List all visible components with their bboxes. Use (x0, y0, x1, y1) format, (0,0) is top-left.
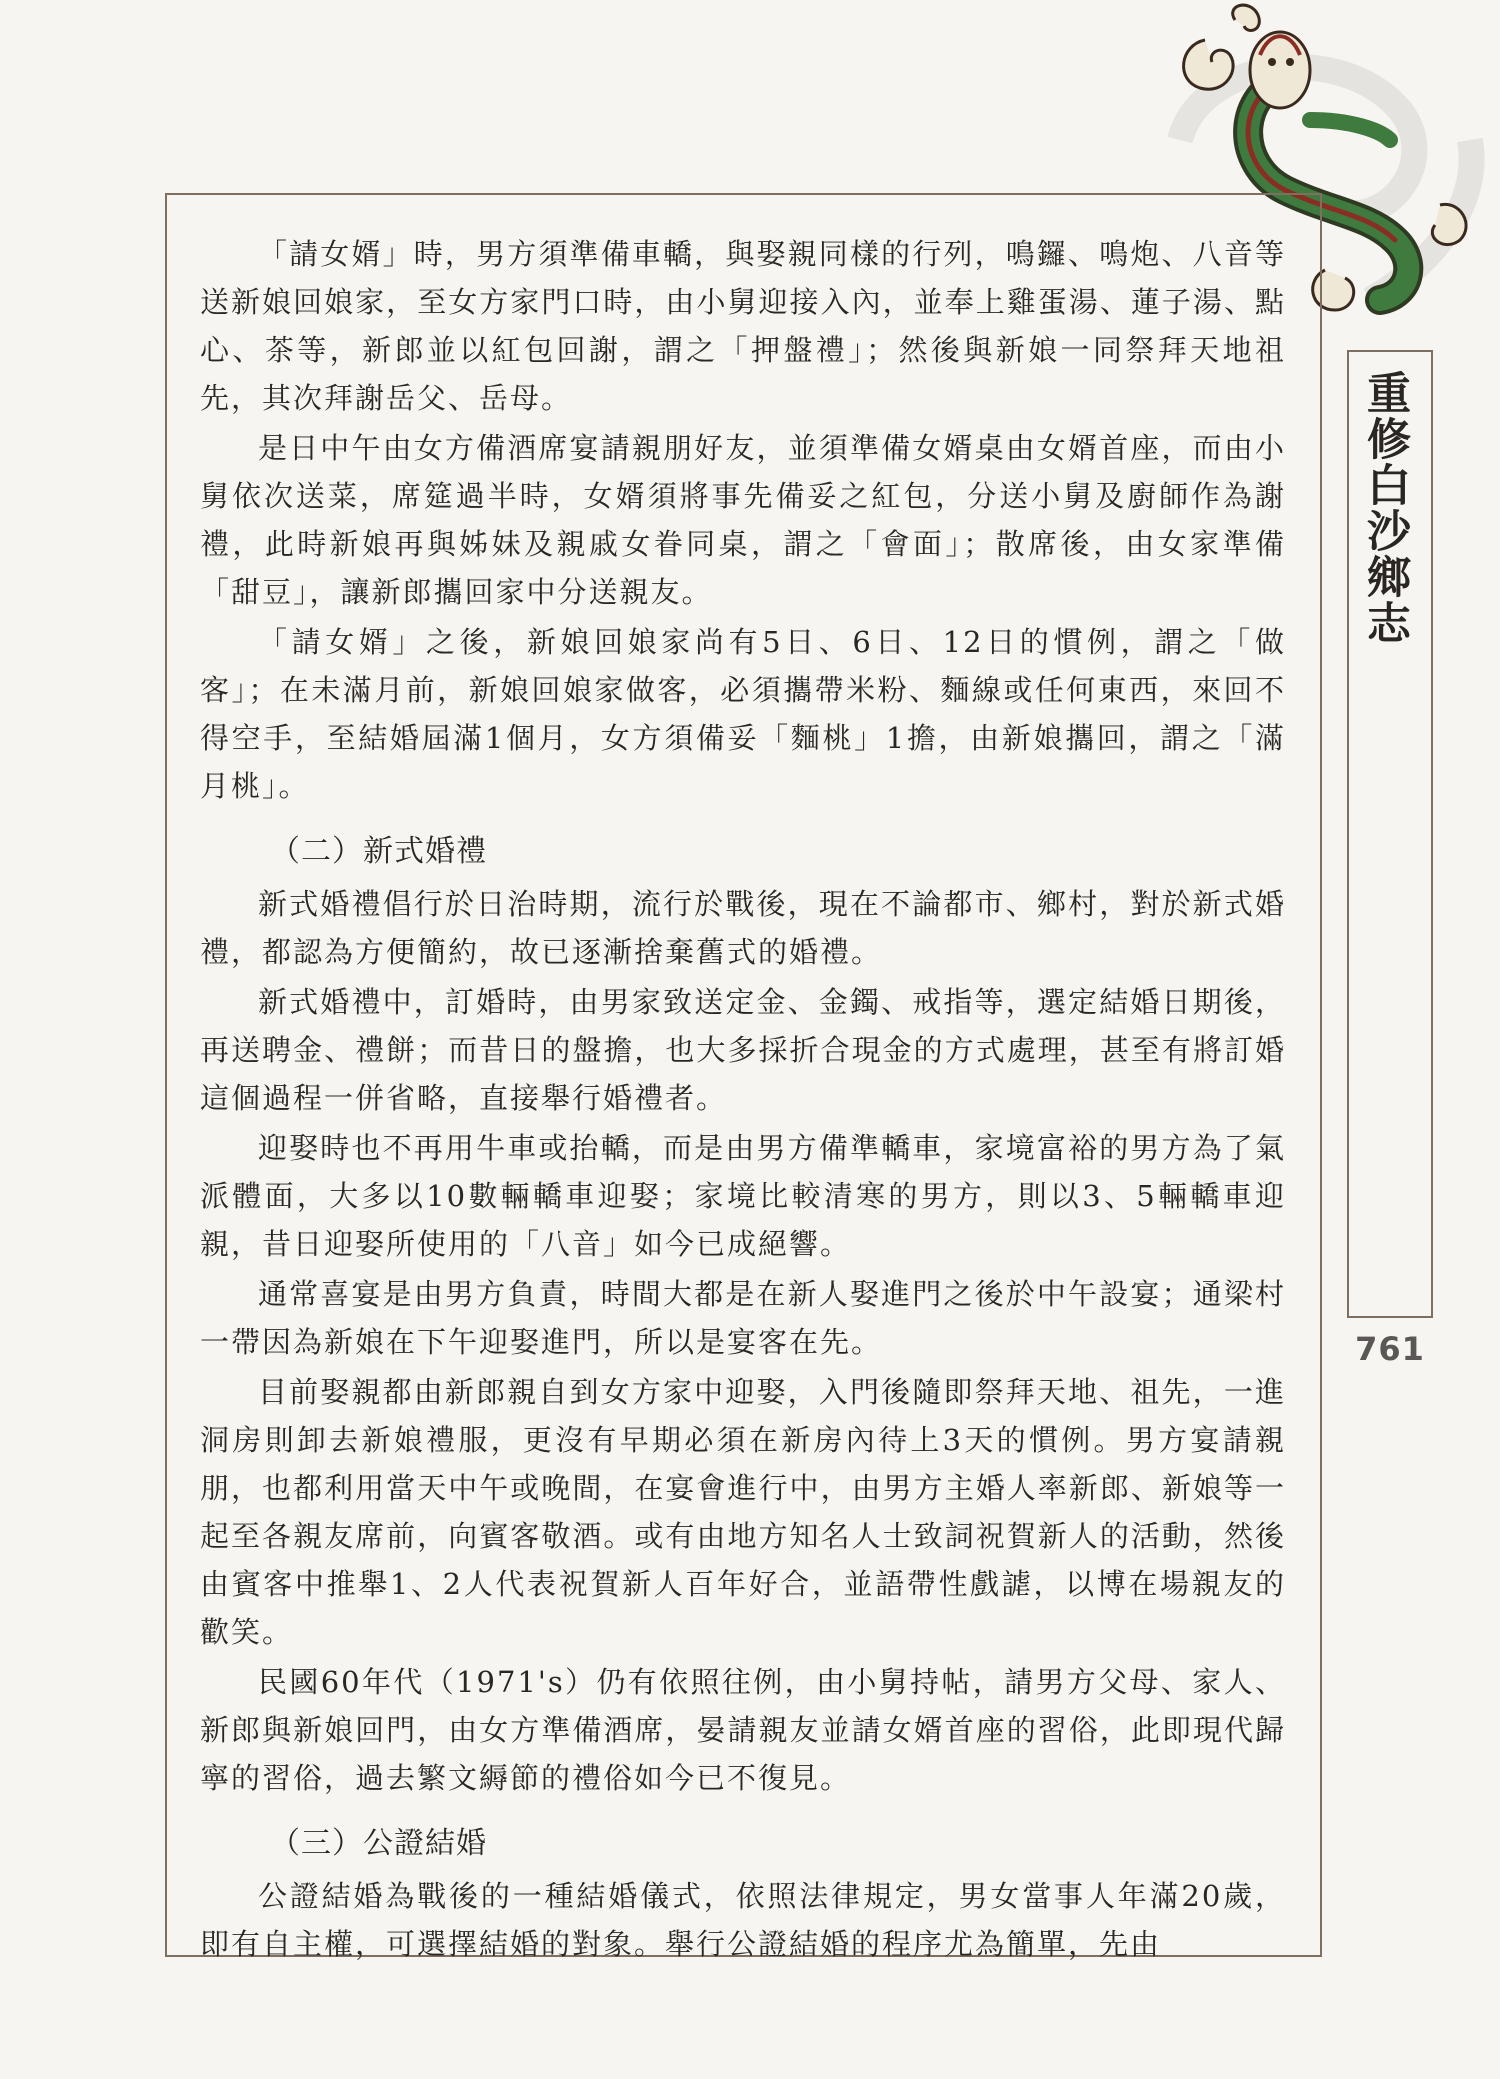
body-text (200, 230, 1286, 1970)
paragraph: 「請女婿」時，男方須準備車轎，與娶親同樣的行列，鳴鑼、鳴炮、八音等送新娘回娘家，至女方家門口時，由小舅迎接入內，並奉上雞蛋湯、蓮子湯、點心、茶等，新郎並以紅包回謝，謂之「押盤禮」；然後與新娘一同祭拜天地祖先，其次拜謝岳父、岳母。 (200, 237, 1286, 415)
section-heading-notarized-wedding: （三）公證結婚 (270, 1826, 487, 1861)
section-paragraphs-1 (200, 230, 1286, 810)
section-heading-new-style-wedding: （二）新式婚禮 (270, 834, 487, 869)
page-number: 761 (1355, 1330, 1425, 1368)
paragraph: 是日中午由女方備酒席宴請親朋好友，並須準備女婿桌由女婿首座，而由小舅依次送菜，席筵過半時，女婿須將事先備妥之紅包，分送小舅及廚師作為謝禮，此時新娘再與姊妹及親戚女眷同桌，謂之「會面」；散席後，由女家準備「甜豆」，讓新郎攜回家中分送親友。 (200, 431, 1286, 609)
paragraph: 通常喜宴是由男方負責，時間大都是在新人娶進門之後於中午設宴；通梁村一帶因為新娘在下午迎娶進門，所以是宴客在先。 (200, 1277, 1286, 1359)
section-paragraphs-3 (200, 1872, 1286, 1968)
paragraph: 民國60年代（1971's）仍有依照往例，由小舅持帖，請男方父母、家人、新郎與新娘回門，由女方準備酒席，晏請親友並請女婿首座的習俗，此即現代歸寧的習俗，過去繁文縟節的禮俗如今已不復見。 (200, 1665, 1286, 1795)
book-title: 重修白沙鄉志 (1359, 370, 1410, 646)
paragraph: 公證結婚為戰後的一種結婚儀式，依照法律規定，男女當事人年滿20歲，即有自主權，可選擇結婚的對象。舉行公證結婚的程序尤為簡單，先由 (200, 1879, 1286, 1961)
paragraph: 新式婚禮中，訂婚時，由男家致送定金、金鐲、戒指等，選定結婚日期後，再送聘金、禮餅；而昔日的盤擔，也大多採折合現金的方式處理，甚至有將訂婚這個過程一併省略，直接舉行婚禮者。 (200, 985, 1286, 1115)
paragraph: 迎娶時也不再用牛車或抬轎，而是由男方備準轎車，家境富裕的男方為了氣派體面，大多以10數輛轎車迎娶；家境比較清寒的男方，則以3、5輛轎車迎親，昔日迎娶所使用的「八音」如今已成絕響。 (200, 1131, 1286, 1261)
paragraph: 「請女婿」之後，新娘回娘家尚有5日、6日、12日的慣例，謂之「做客」；在未滿月前，新娘回娘家做客，必須攜帶米粉、麵線或任何東西，來回不得空手，至結婚屆滿1個月，女方須備妥「麵桃」1擔，由新娘攜回，謂之「滿月桃」。 (200, 625, 1286, 803)
paragraph: 目前娶親都由新郎親自到女方家中迎娶，入門後隨即祭拜天地、祖先，一進洞房則卸去新娘禮服，更沒有早期必須在新房內待上3天的慣例。男方宴請親朋，也都利用當天中午或晚間，在宴會進行中，由男方主婚人率新郎、新娘等一起至各親友席前，向賓客敬酒。或有由地方知名人士致詞祝賀新人的活動，然後由賓客中推舉1、2人代表祝賀新人百年好合，並語帶性戲謔，以博在場親友的歡笑。 (200, 1375, 1286, 1649)
paragraph: 新式婚禮倡行於日治時期，流行於戰後，現在不論都市、鄉村，對於新式婚禮，都認為方便簡約，故已逐漸捨棄舊式的婚禮。 (200, 887, 1286, 969)
section-paragraphs-2 (200, 880, 1286, 1802)
